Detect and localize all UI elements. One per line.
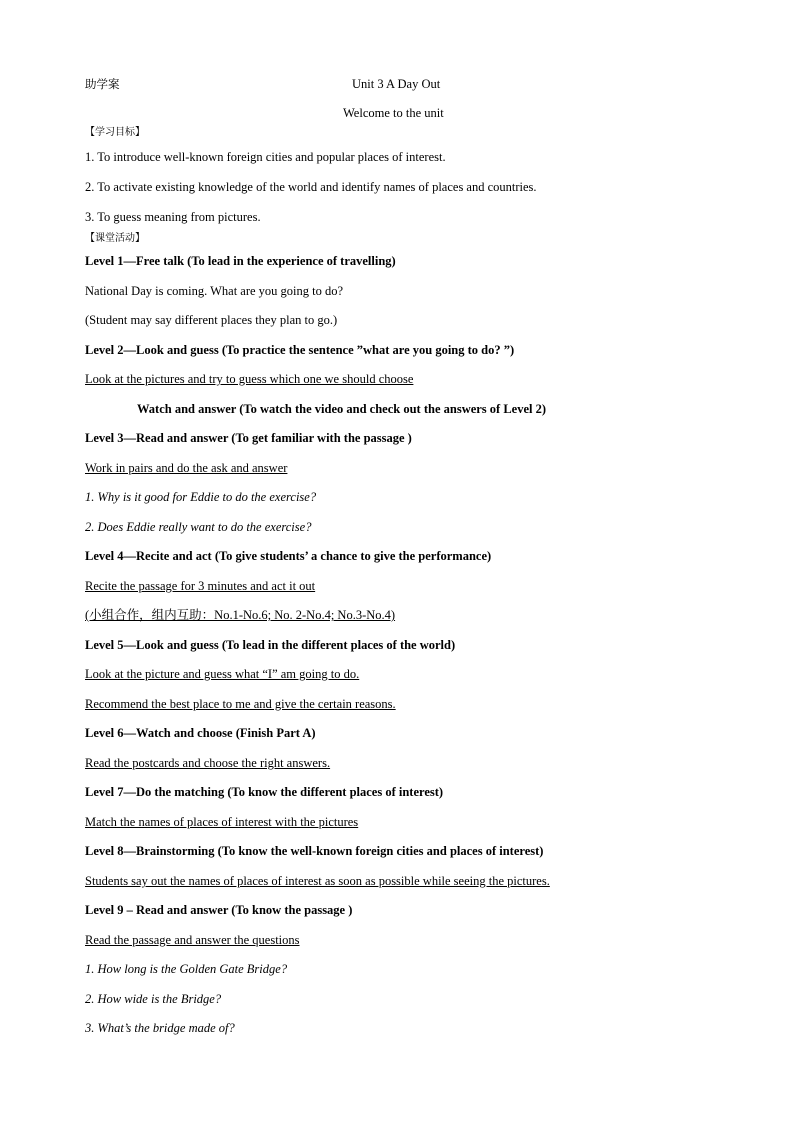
level4-task: Recite the passage for 3 minutes and act it out — [85, 579, 316, 593]
level1-line: (Student may say different places they plan to go.) — [85, 313, 338, 327]
level6-title: Level 6—Watch and choose (Finish Part A) — [85, 726, 316, 740]
objective-item: 3. To guess meaning from pictures. — [85, 210, 261, 224]
level4-group: (小组合作，组内互助：No.1-No.6; No. 2-No.4; No.3-No.4) — [85, 608, 396, 622]
level3-title: Level 3—Read and answer (To get familiar with the passage ) — [85, 431, 412, 445]
header-left-label: 助学案 — [85, 77, 120, 91]
level3-question: 2. Does Eddie really want to do the exercise? — [85, 520, 312, 534]
level7-task: Match the names of places of interest with the pictures — [85, 815, 359, 829]
level1-title: Level 1—Free talk (To lead in the experience of travelling) — [85, 254, 396, 268]
page-subtitle: Welcome to the unit — [343, 106, 444, 120]
level2-watch: Watch and answer (To watch the video and check out the answers of Level 2) — [137, 402, 547, 416]
level9-title: Level 9 – Read and answer (To know the passage ) — [85, 903, 353, 917]
level9-question: 3. What’s the bridge made of? — [85, 1021, 235, 1035]
level3-question: 1. Why is it good for Eddie to do the exercise? — [85, 490, 317, 504]
level8-task: Students say out the names of places of interest as soon as possible while seeing the pictures. — [85, 874, 550, 888]
objective-item: 2. To activate existing knowledge of the world and identify names of places and countries. — [85, 180, 537, 194]
level9-task: Read the passage and answer the questions — [85, 933, 300, 947]
level8-title: Level 8—Brainstorming (To know the well-known foreign cities and places of interest) — [85, 844, 544, 858]
objectives-heading: 【学习目标】 — [85, 127, 145, 138]
level3-task: Work in pairs and do the ask and answer — [85, 461, 288, 475]
level6-task: Read the postcards and choose the right answers. — [85, 756, 331, 770]
level2-title: Level 2—Look and guess (To practice the sentence ”what are you going to do? ”) — [85, 343, 515, 357]
level9-question: 1. How long is the Golden Gate Bridge? — [85, 962, 288, 976]
level4-title: Level 4—Recite and act (To give students’ a chance to give the performance) — [85, 549, 492, 563]
objective-item: 1. To introduce well-known foreign cities and popular places of interest. — [85, 150, 446, 164]
level9-question: 2. How wide is the Bridge? — [85, 992, 222, 1006]
level2-task: Look at the pictures and try to guess which one we should choose — [85, 372, 414, 386]
page-title: Unit 3 A Day Out — [352, 77, 441, 91]
level7-title: Level 7—Do the matching (To know the different places of interest) — [85, 785, 444, 799]
activities-heading: 【课堂活动】 — [85, 233, 145, 244]
level1-line: National Day is coming. What are you going to do? — [85, 284, 344, 298]
level5-task: Recommend the best place to me and give the certain reasons. — [85, 697, 396, 711]
level5-task: Look at the picture and guess what “I” am going to do. — [85, 667, 360, 681]
level5-title: Level 5—Look and guess (To lead in the different places of the world) — [85, 638, 456, 652]
